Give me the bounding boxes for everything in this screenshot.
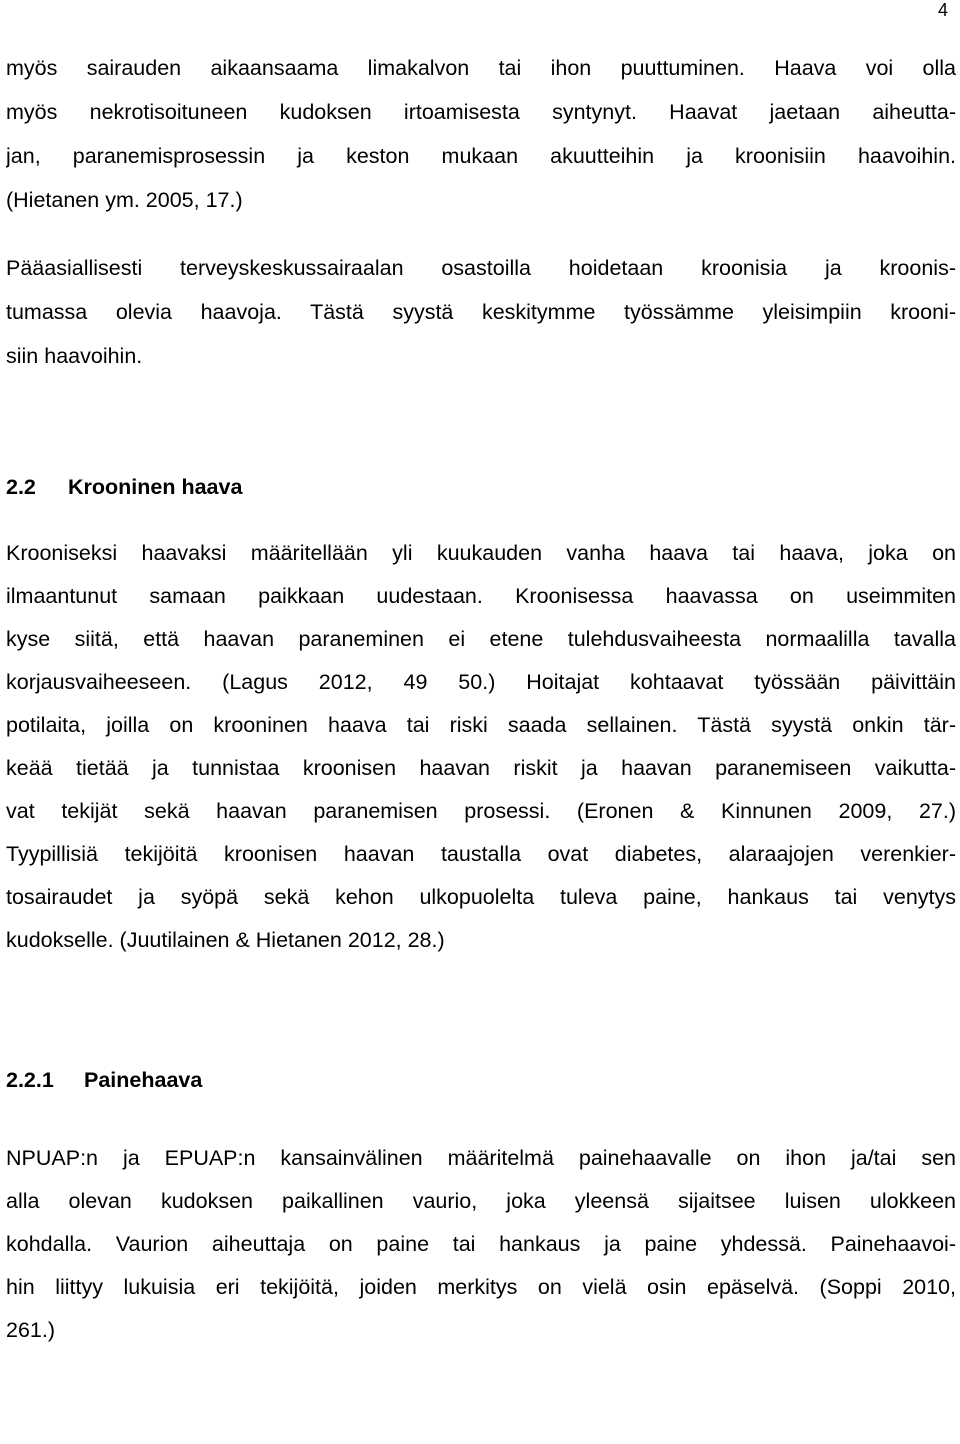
- paragraph-focus: [6, 246, 956, 378]
- document-body: [6, 46, 956, 1352]
- paragraph-chronic-wound: [6, 532, 956, 962]
- text-line: siin haavoihin.: [6, 344, 143, 368]
- text-line: tumassa olevia haavoja. Tästä syystä keskitymme työssämme yleisimpiin krooni-: [6, 300, 956, 324]
- text-line: alla olevan kudoksen paikallinen vaurio, joka yleensä sijaitsee luisen ulokkeen: [6, 1189, 956, 1213]
- text-line: 261.): [6, 1318, 56, 1342]
- paragraph-wound-definition: [6, 46, 956, 222]
- text-line: myös nekrotisoituneen kudoksen irtoamisesta syntynyt. Haavat jaetaan aiheutta-: [6, 100, 956, 124]
- page-number: 4: [937, 0, 948, 20]
- paragraph-pressure-ulcer: [6, 1137, 956, 1352]
- section-title: Painehaava: [84, 1068, 203, 1092]
- section-heading-chronic-wound: [6, 465, 956, 509]
- text-line: kohdalla. Vaurion aiheuttaja on paine tai hankaus ja paine yhdessä. Painehaavoi-: [6, 1232, 956, 1256]
- text-line: korjausvaiheeseen. (Lagus 2012, 49 50.) Hoitajat kohtaavat työssään päivittäin: [6, 670, 956, 694]
- section-number: 2.2.1: [6, 1068, 54, 1092]
- text-line: jan, paranemisprosessin ja keston mukaan akuutteihin ja kroonisiin haavoihin.: [6, 144, 956, 168]
- text-line: ilmaantunut samaan paikkaan uudestaan. Kroonisessa haavassa on useimmiten: [6, 584, 956, 608]
- section-heading-pressure-ulcer: [6, 1058, 956, 1102]
- section-title: Krooninen haava: [68, 475, 243, 499]
- text-line: kyse siitä, että haavan paraneminen ei etene tulehdusvaiheesta normaalilla tavalla: [6, 627, 956, 651]
- text-line: hin liittyy lukuisia eri tekijöitä, joiden merkitys on vielä osin epäselvä. (Soppi 2010,: [6, 1275, 956, 1299]
- text-line: vat tekijät sekä haavan paranemisen prosessi. (Eronen & Kinnunen 2009, 27.): [6, 799, 956, 823]
- text-line: potilaita, joilla on krooninen haava tai riski saada sellainen. Tästä syystä onkin tär-: [6, 713, 956, 737]
- section-number: 2.2: [6, 475, 36, 499]
- text-line: tosairaudet ja syöpä sekä kehon ulkopuolelta tuleva paine, hankaus tai venytys: [6, 885, 956, 909]
- text-line: kudokselle. (Juutilainen & Hietanen 2012, 28.): [6, 928, 445, 952]
- text-line: (Hietanen ym. 2005, 17.): [6, 188, 243, 212]
- text-line: NPUAP:n ja EPUAP:n kansainvälinen määritelmä painehaavalle on ihon ja/tai sen: [6, 1146, 956, 1170]
- text-line: myös sairauden aikaansaama limakalvon tai ihon puuttuminen. Haava voi olla: [6, 56, 956, 80]
- text-line: keää tietää ja tunnistaa kroonisen haavan riskit ja haavan paranemiseen vaikutta-: [6, 756, 956, 780]
- text-line: Tyypillisiä tekijöitä kroonisen haavan taustalla ovat diabetes, alaraajojen verenkier-: [6, 842, 956, 866]
- text-line: Pääasiallisesti terveyskeskussairaalan osastoilla hoidetaan kroonisia ja kroonis-: [6, 256, 956, 280]
- text-line: Krooniseksi haavaksi määritellään yli kuukauden vanha haava tai haava, joka on: [6, 541, 956, 565]
